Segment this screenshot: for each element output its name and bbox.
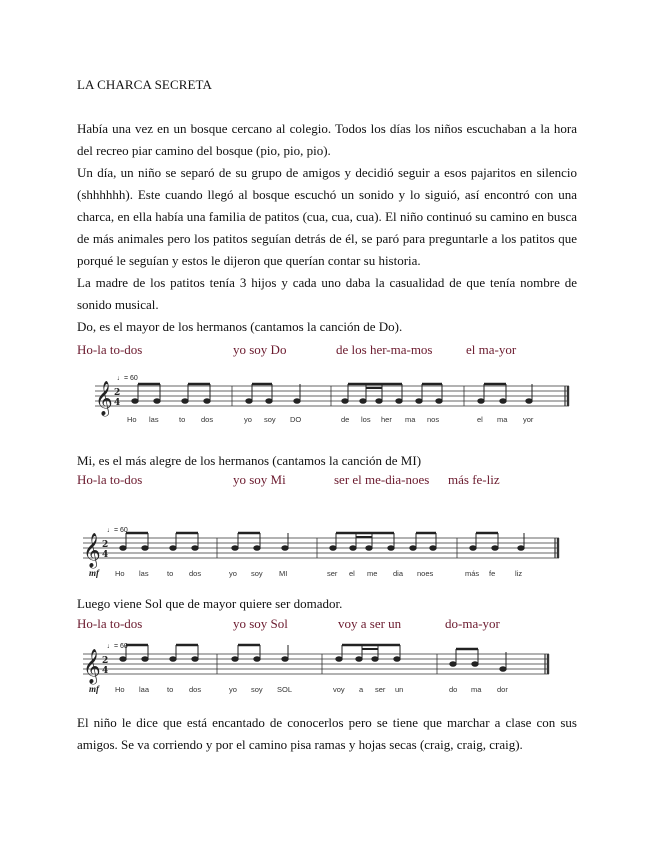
syllable: to xyxy=(179,415,186,424)
mi-intro: Mi, es el más alegre de los hermanos (cantamos la canción de MI) xyxy=(77,453,422,468)
dynamic-mark: mf xyxy=(89,684,99,694)
syllable: un xyxy=(395,685,404,694)
mi-music-staff xyxy=(77,522,577,586)
syllable: liz xyxy=(515,569,523,578)
paragraph-mother: La madre de los patitos tenía 3 hijos y cada uno daba la casualidad de que tenía nombre de sonido musical. xyxy=(77,275,577,312)
syllable: dor xyxy=(497,685,508,694)
syllable: dia xyxy=(393,569,404,578)
lyric-phrase: voy a ser un xyxy=(338,616,402,631)
paragraph-story: Un día, un niño se separó de su grupo de amigos y decidió seguir a esos pajaritos en silencio (shhhhhh). Este cuando llegó al bosque escuchó un sonido y lo siguió, así encontró con una charca, en ella había una familia de patitos (cua, cua, cua). El niño continuó su camino en busca de más animales pero los patitos seguían detrás de él, se paró para preguntarle a los patitos que porqué le seguían y estos le dijeron que querían contar su historia. xyxy=(77,165,577,268)
syllable: soy xyxy=(251,685,263,694)
syllable: más xyxy=(465,569,480,578)
lyric-phrase: Ho-la to-dos xyxy=(77,342,143,357)
syllable: yo xyxy=(229,569,237,578)
syllable: a xyxy=(359,685,364,694)
syllable: SOL xyxy=(277,685,293,694)
tempo-mark: ♩= 60 xyxy=(107,643,128,650)
time-sig-top: 2 xyxy=(114,388,121,398)
syllable: Ho xyxy=(127,415,137,424)
lyric-phrase: Ho-la to-dos xyxy=(77,616,143,631)
lyric-phrase: yo soy Do xyxy=(233,342,287,357)
tempo-mark: ♩= 60 xyxy=(107,527,128,534)
syllable: Ho xyxy=(115,569,125,578)
sol-syllables xyxy=(115,685,508,694)
syllable: el xyxy=(477,415,483,424)
syllable: ma xyxy=(471,685,482,694)
lyric-phrase: más fe-liz xyxy=(448,472,500,487)
syllable: nos xyxy=(427,415,440,424)
syllable: yo xyxy=(229,685,237,694)
syllable: do xyxy=(449,685,458,694)
do-lyrics xyxy=(0,342,655,360)
dynamic-mark: mf xyxy=(89,568,99,578)
syllable: dos xyxy=(189,569,202,578)
do-intro: Do, es el mayor de los hermanos (cantamos la canción de Do). xyxy=(77,319,403,334)
lyric-phrase: yo soy Sol xyxy=(233,616,288,631)
document-title: LA CHARCA SECRETA xyxy=(77,77,213,92)
lyric-phrase: yo soy Mi xyxy=(233,472,286,487)
lyric-phrase: el ma-yor xyxy=(466,342,517,357)
sol-staff-svg xyxy=(77,638,577,702)
syllable: ma xyxy=(405,415,416,424)
do-staff-svg xyxy=(77,370,577,434)
syllable: los xyxy=(361,415,371,424)
syllable: voy xyxy=(333,685,345,694)
paragraph-intro: Había una vez en un bosque cercano al colegio. Todos los días los niños escuchaban a la hora del recreo piar camino del bosque (pio, pio, pio). xyxy=(77,121,577,158)
syllable: her xyxy=(381,415,392,424)
syllable: el xyxy=(349,569,355,578)
syllable: DO xyxy=(290,415,302,424)
syllable: yor xyxy=(523,415,534,424)
lyric-phrase: de los her-ma-mos xyxy=(336,342,433,357)
sol-intro: Luego viene Sol que de mayor quiere ser domador. xyxy=(77,596,343,611)
treble-clef-icon: 𝄞 xyxy=(83,649,101,684)
lyric-phrase: ser el me-dia-noes xyxy=(334,472,430,487)
time-sig-bottom: 4 xyxy=(102,550,109,560)
syllable: ser xyxy=(327,569,338,578)
syllable: Ho xyxy=(115,685,125,694)
lyric-phrase: Ho-la to-dos xyxy=(77,472,143,487)
do-music-staff xyxy=(77,370,577,434)
syllable: ser xyxy=(375,685,386,694)
paragraph-ending: El niño le dice que está encantado de conocerlos pero se tiene que marchar a clase con sus amigos. Se va corriendo y por el camino pisa ramas y hojas secas (craig, craig, craig). xyxy=(77,715,577,752)
syllable: dos xyxy=(189,685,202,694)
lyric-phrase: do-ma-yor xyxy=(445,616,500,631)
syllable: dos xyxy=(201,415,214,424)
syllable: to xyxy=(167,685,174,694)
syllable: de xyxy=(341,415,350,424)
syllable: MI xyxy=(279,569,288,578)
syllable: las xyxy=(149,415,159,424)
syllable: fe xyxy=(489,569,496,578)
syllable: noes xyxy=(417,569,434,578)
sol-lyrics xyxy=(0,616,655,634)
syllable: soy xyxy=(251,569,263,578)
do-syllables xyxy=(127,415,534,424)
syllable: soy xyxy=(264,415,276,424)
time-sig-bottom: 4 xyxy=(102,666,109,676)
syllable: yo xyxy=(244,415,252,424)
syllable: las xyxy=(139,569,149,578)
time-sig-bottom: 4 xyxy=(114,398,121,408)
syllable: laa xyxy=(139,685,150,694)
mi-lyrics xyxy=(0,472,655,490)
mi-staff-svg xyxy=(77,522,577,586)
treble-clef-icon: 𝄞 xyxy=(83,533,101,568)
syllable: me xyxy=(367,569,378,578)
mi-syllables xyxy=(115,569,522,578)
sol-music-staff xyxy=(77,638,577,702)
time-sig-top: 2 xyxy=(102,656,109,666)
time-sig-top: 2 xyxy=(102,540,109,550)
syllable: ma xyxy=(497,415,508,424)
treble-clef-icon: 𝄞 xyxy=(95,381,113,416)
syllable: to xyxy=(167,569,174,578)
tempo-mark: ♩= 60 xyxy=(117,375,138,382)
